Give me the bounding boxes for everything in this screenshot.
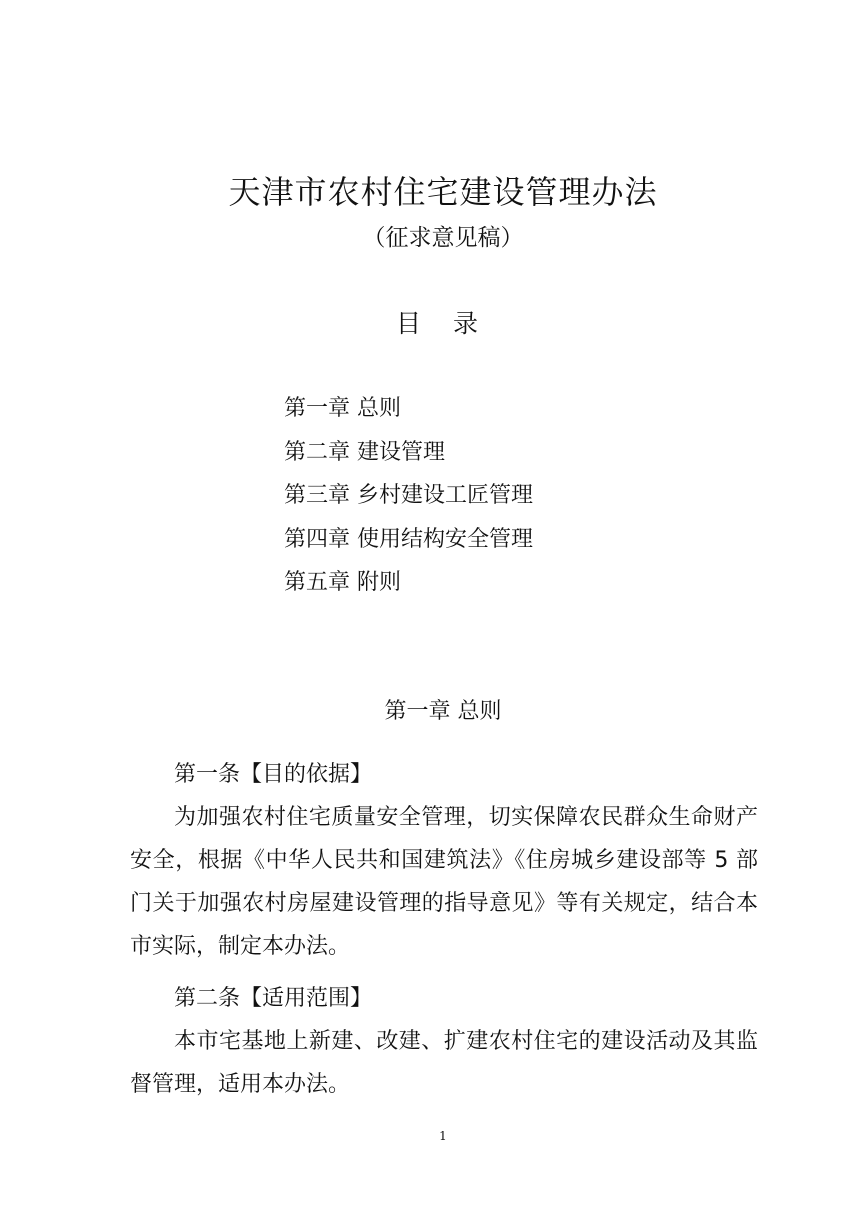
article-2-body [130,1020,758,1106]
toc-item: 第四章 使用结构安全管理 [284,526,533,552]
article-2-section [130,977,758,1020]
article-paragraph: 为加强农村住宅质量安全管理，切实保障农民群众生命财产安全，根据《中华人民共和国建筑法》《住房城乡建设部等 5 部门关于加强农村房屋建设管理的指导意见》等有关规定，结合本市实际，制定本办法。 [130,805,758,959]
article-title: 第一条【目的依据】 [174,762,373,787]
toc-item: 第三章 乡村建设工匠管理 [284,483,533,508]
article-paragraph: 本市宅基地上新建、改建、扩建农村住宅的建设活动及其监督管理，适用本办法。 [130,1029,758,1097]
toc-item: 第五章 附则 [284,570,401,595]
toc-heading: 目 录 [396,309,490,338]
page-number: 1 [439,1129,447,1143]
article-1-body [130,796,758,968]
article-title: 第二条【适用范围】 [174,986,373,1011]
article-1-section [130,753,758,796]
chapter-heading: 第一章 总则 [384,699,502,724]
toc-item: 第二章 建设管理 [284,439,445,465]
document-subtitle: （征求意见稿） [362,225,524,251]
table-of-contents [284,390,533,608]
toc-item: 第一章 总则 [284,396,401,421]
document-title: 天津市农村住宅建设管理办法 [228,173,658,211]
